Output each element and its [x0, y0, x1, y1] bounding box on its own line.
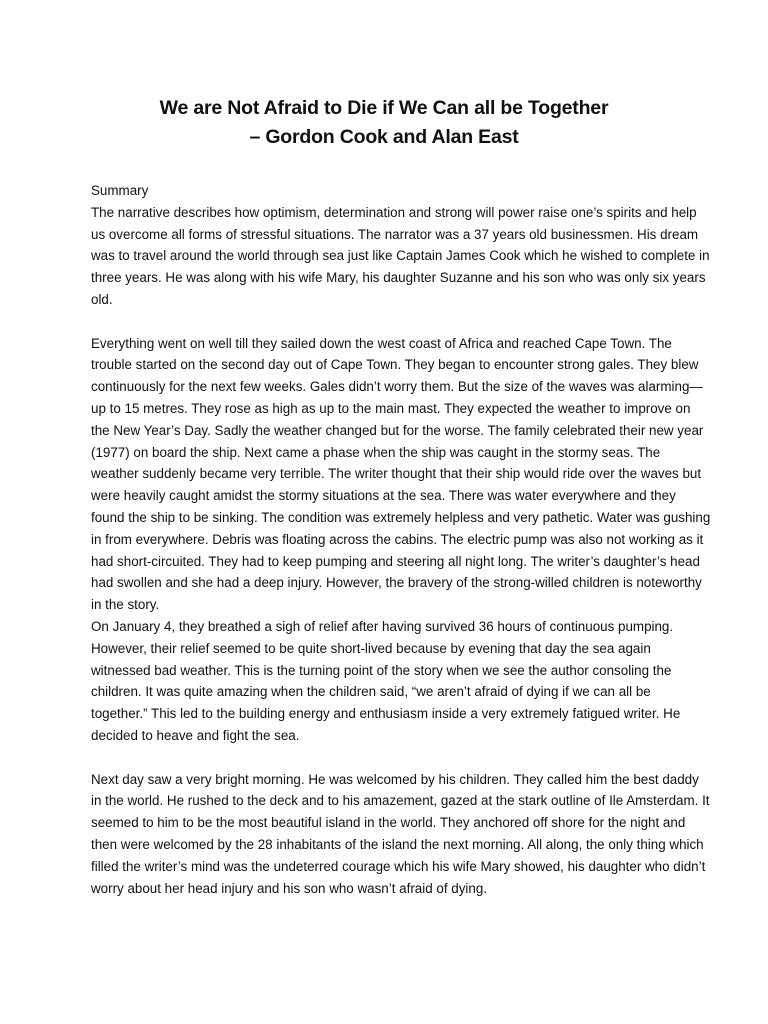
document-body	[91, 180, 711, 899]
title-line-2: – Gordon Cook and Alan East	[249, 126, 519, 148]
paragraph-intro: The narrative describes how optimism, determination and strong will power raise one’s spirits and help us overcome all forms of stressful situations. The narrator was a 37 years old businessmen. His dream was to travel around the world through sea just like Captain James Cook which he wished to complete in three years. He was along with his wife Mary, his daughter Suzanne and his son who was only six years old.	[91, 204, 710, 307]
paragraph-rescue: Next day saw a very bright morning. He was welcomed by his children. They called him the best daddy in the world. He rushed to the deck and to his amazement, gazed at the stark outline of Ile Amsterdam. It seemed to him to be the most beautiful island in the world. They anchored off shore for the night and then were welcomed by the 28 inhabitants of the island the next morning. All along, the only thing which filled the writer’s mind was the undeterred courage which his wife Mary showed, his daughter who didn’t worry about her head injury and his son who wasn’t afraid of dying.	[91, 771, 710, 896]
paragraph-spacer	[91, 747, 711, 769]
document-title	[0, 94, 768, 152]
paragraph-turning-point: On January 4, they breathed a sigh of relief after having survived 36 hours of continuous pumping. However, their relief seemed to be quite short-lived because by evening that day the sea again witnessed bad weather. This is the turning point of the story when we see the author consoling the children. It was quite amazing when the children said, “we aren’t afraid of dying if we can all be together.” This led to the building energy and enthusiasm inside a very extremely fatigued writer. He decided to heave and fight the sea.	[91, 618, 681, 743]
paragraph-storm: Everything went on well till they sailed down the west coast of Africa and reached Cape Town. The trouble started on the second day out of Cape Town. They began to encounter strong gales. They blew continuously for the next few weeks. Gales didn’t worry them. But the size of the waves was alarming— up to 15 metres. They rose as high as up to the main mast. They expected the weather to improve on the New Year’s Day. Sadly the weather changed but for the worse. The family celebrated their new year (1977) on board the ship. Next came a phase when the ship was caught in the stormy seas. The weather suddenly became very terrible. The writer thought that their ship would ride over the waves but were heavily caught amidst the stormy situations at the sea. There was water everywhere and they found the ship to be sinking. The condition was extremely helpless and very pathetic. Water was gushing in from everywhere. Debris was floating across the cabins. The electric pump was also not working as it had short-circuited. They had to keep pumping and steering all night long. The writer’s daughter’s head had swollen and she had a deep injury. However, the bravery of the strong-willed children is noteworthy in the story.	[91, 335, 711, 613]
paragraph-spacer	[91, 311, 711, 333]
title-line-1: We are Not Afraid to Die if We Can all be Together	[159, 97, 609, 119]
summary-heading: Summary	[91, 183, 149, 198]
